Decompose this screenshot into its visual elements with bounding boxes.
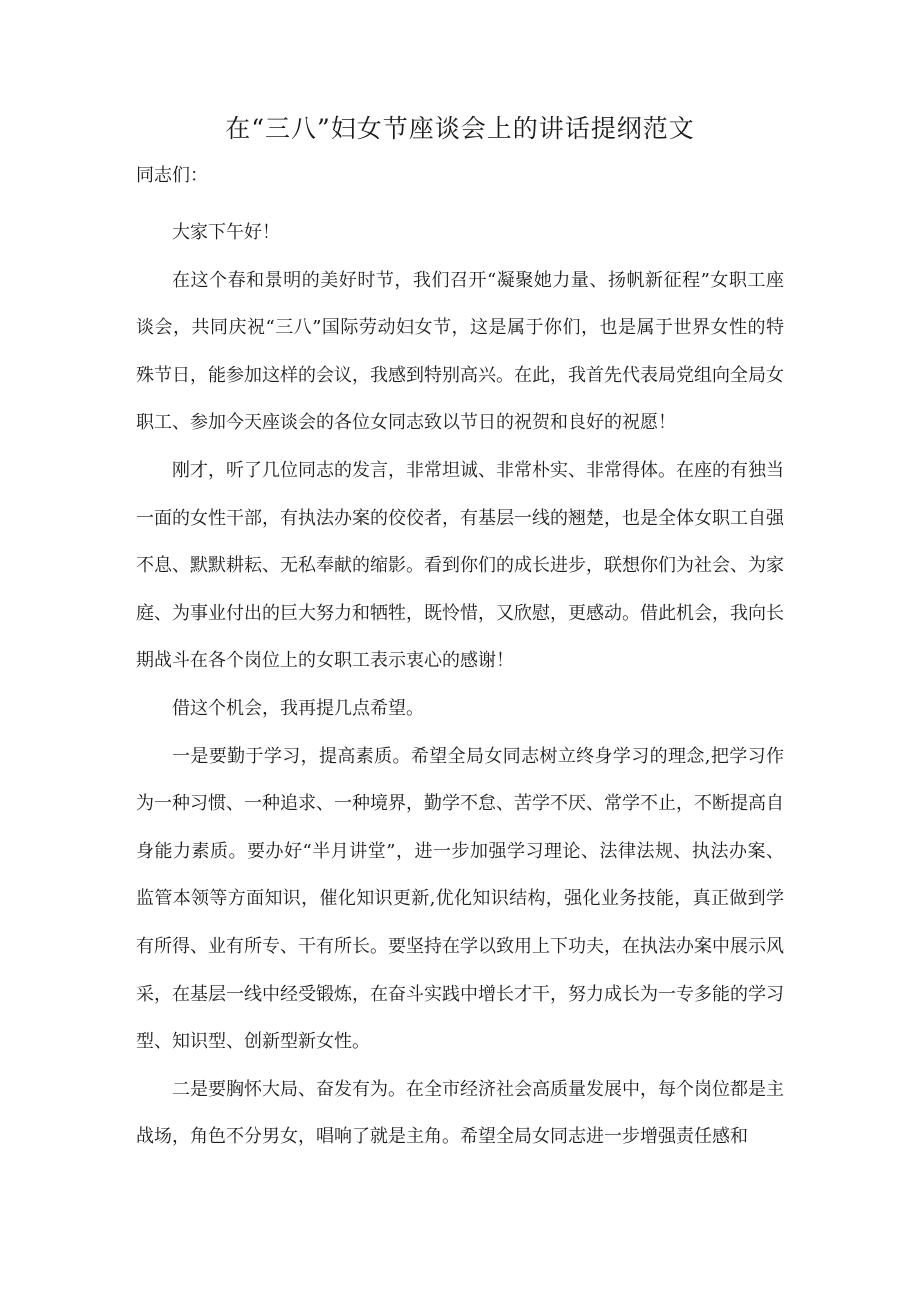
document-body — [136, 209, 784, 1161]
paragraph-hope-two: 二是要胸怀大局、奋发有为。在全市经济社会高质量发展中，每个岗位都是主战场，角色不分男女，唱响了就是主角。希望全局女同志进一步增强责任感和 — [136, 1078, 784, 1148]
paragraph-hopes-intro: 借这个机会，我再提几点希望。 — [172, 697, 424, 719]
salutation: 同志们： — [136, 165, 208, 186]
document-title: 在“三八”妇女节座谈会上的讲话提纲范文 — [225, 114, 695, 143]
paragraph-opening: 在这个春和景明的美好时节，我们召开“凝聚她力量、扬帆新征程”女职工座谈会，共同庆祝“三八”国际劳动妇女节，这是属于你们，也是属于世界女性的特殊节日，能参加这样的会议，我感到特别高兴。在此，我首先代表局党组向全局女职工、参加今天座谈会的各位女同志致以节日的祝贺和良好的祝愿！ — [136, 269, 784, 434]
paragraph-thanks: 刚才，听了几位同志的发言，非常坦诚、非常朴实、非常得体。在座的有独当一面的女性干部，有执法办案的佼佼者，有基层一线的翘楚，也是全体女职工自强不息、默默耕耘、无私奉献的缩影。看到你们的成长进步，联想你们为社会、为家庭、为事业付出的巨大努力和牺牲，既怜惜，又欣慰，更感动。借此机会，我向长期战斗在各个岗位上的女职工表示衷心的感谢！ — [136, 459, 784, 672]
paragraph-greeting: 大家下午好！ — [172, 222, 280, 243]
paragraph-hope-one: 一是要勤于学习，提高素质。希望全局女同志树立终身学习的理念,把学习作为一种习惯、一种追求、一种境界，勤学不怠、苦学不厌、常学不止，不断提高自身能力素质。要办好“半月讲堂”，进一步加强学习理论、法律法规、执法办案、监管本领等方面知识，催化知识更新,优化知识结构，强化业务技能，真正做到学有所得、业有所专、干有所长。要坚持在学以致用上下功夫，在执法办案中展示风采，在基层一线中经受锻炼，在奋斗实践中增长才干，努力成长为一专多能的学习型、知识型、创新型新女性。 — [136, 745, 784, 1053]
